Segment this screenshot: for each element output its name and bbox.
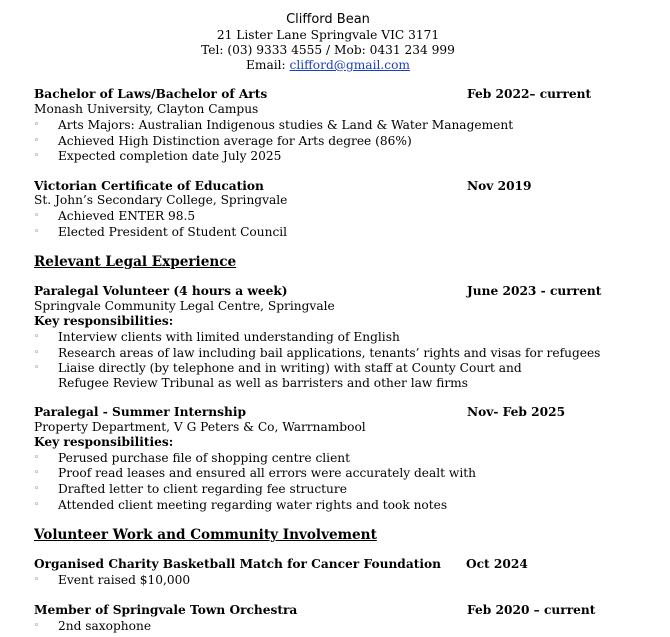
job-organisation: Springvale Community Legal Centre, Springvale	[34, 299, 335, 313]
bullet-icon: ◦	[34, 332, 40, 342]
section-heading-volunteer: Volunteer Work and Community Involvement	[34, 527, 377, 543]
email-link[interactable]: clifford@gmail.com	[289, 58, 410, 72]
bullet-icon: ◦	[34, 468, 40, 478]
phone: Tel: (03) 9333 4555 / Mob: 0431 234 999	[201, 43, 455, 57]
education-title: Bachelor of Laws/Bachelor of Arts	[34, 87, 268, 101]
bullet-icon: ◦	[34, 151, 40, 161]
job-date: June 2023 - current	[467, 284, 602, 298]
education-institution: St. John’s Secondary College, Springvale	[34, 193, 288, 207]
activity-title: Organised Charity Basketball Match for Cancer Foundation	[34, 557, 441, 571]
email-line	[0, 58, 656, 72]
bullet-icon: ◦	[34, 453, 40, 463]
bullet-icon: ◦	[34, 363, 40, 373]
education-date: Feb 2022– current	[467, 87, 592, 101]
responsibilities-label: Key responsibilities:	[34, 314, 174, 328]
resume-page: Clifford Bean 21 Lister Lane Springvale VIC 3171 Tel: (03) 9333 4555 / Mob: 0431 234 999 Email: clifford@gmail.com Bachelor of Laws/Bachelor of Arts Feb 2022– current Monash University, Clayton Campus ◦ Arts Majors: Australian Indigenous studies & Land & Water Management ◦ Achieved High Distinction average for Arts degree (86%) ◦ Expected completion date July 2025 Victorian Certificate of Education Nov 2019 St. John’s Secondary College, Springvale ◦ Achieved ENTER 98.5 ◦ Elected President of Student Council Relevant Legal Experience Paralegal Volunteer (4 hours a week) June 2023 - current Springvale Community Legal Centre, Springvale Key responsibilities: ◦ Interview clients with limited understanding of English ◦ Research areas of law including bail applications, tenants’ rights and visas for refugees ◦ Liaise directly (by telephone and in writing) with staff at County Court and Refugee Review Tribunal as well as barristers and other law firms Paralegal - Summer Internship Nov- Feb 2025 Property Department, V G Peters & Co, Warrnambool Key responsibilities: ◦ Perused purchase file of shopping centre client ◦ Proof read leases and ensured all errors were accurately dealt with ◦ Drafted letter to client regarding fee structure ◦ Attended client meeting regarding water rights and took notes Volunteer Work and Community Involvement Organised Charity Basketball Match for Cancer Foundation Oct 2024 ◦ Event raised $10,000 Member of Springvale Town Orchestra Feb 2020 – current ◦ 2nd saxophone	[0, 0, 670, 637]
bullet-icon: ◦	[34, 348, 40, 358]
bullet-icon: ◦	[34, 211, 40, 221]
email-label: Email:	[246, 58, 290, 72]
bullet-icon: ◦	[34, 120, 40, 130]
job-title: Paralegal - Summer Internship	[34, 405, 247, 419]
bullet-icon: ◦	[34, 136, 40, 146]
activity-title: Member of Springvale Town Orchestra	[34, 603, 298, 617]
job-title: Paralegal Volunteer (4 hours a week)	[34, 284, 288, 298]
bullet-icon: ◦	[34, 227, 40, 237]
bullet-icon: ◦	[34, 621, 40, 631]
activity-date: Feb 2020 – current	[467, 603, 596, 617]
bullet-icon: ◦	[34, 500, 40, 510]
bullet-icon: ◦	[34, 484, 40, 494]
activity-date: Oct 2024	[466, 557, 528, 571]
job-date: Nov- Feb 2025	[467, 405, 566, 419]
responsibilities-label: Key responsibilities:	[34, 435, 174, 449]
education-date: Nov 2019	[467, 179, 532, 193]
bullet-icon: ◦	[34, 575, 40, 585]
education-title: Victorian Certificate of Education	[34, 179, 264, 193]
job-organisation: Property Department, V G Peters & Co, Warrnambool	[34, 420, 366, 434]
section-heading-legal: Relevant Legal Experience	[34, 254, 237, 270]
education-institution: Monash University, Clayton Campus	[34, 102, 259, 116]
address: 21 Lister Lane Springvale VIC 3171	[216, 28, 440, 42]
applicant-name: Clifford Bean	[286, 12, 370, 27]
